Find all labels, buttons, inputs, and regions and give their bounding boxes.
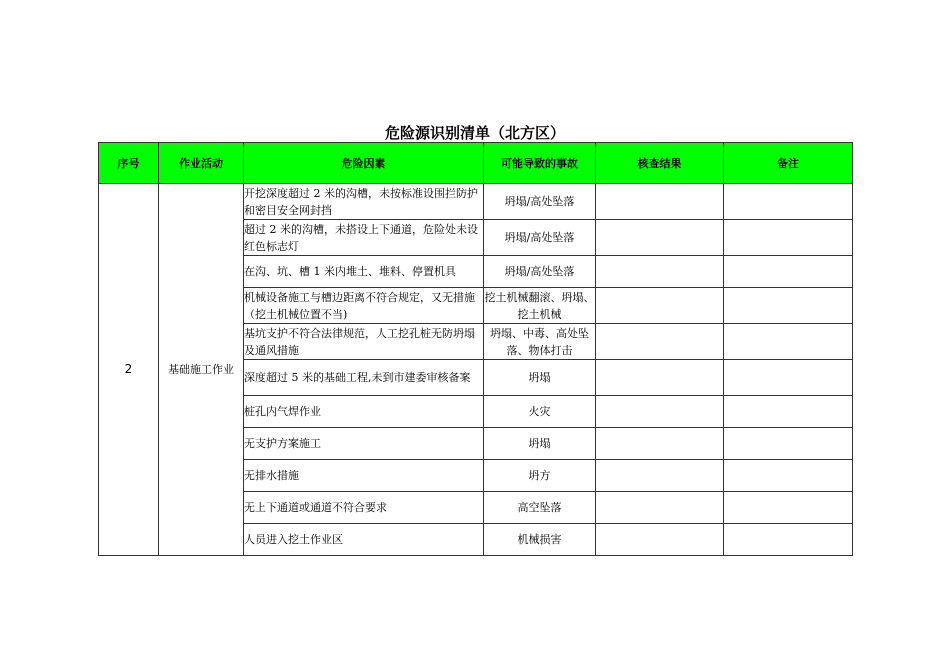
- remark-cell[interactable]: [724, 428, 853, 460]
- hazard-cell: 桩孔内气焊作业: [244, 396, 484, 428]
- accident-cell: 机械损害: [484, 524, 596, 556]
- remark-cell[interactable]: [724, 492, 853, 524]
- result-cell[interactable]: [596, 288, 724, 324]
- table-row: [99, 184, 853, 220]
- header-result: 核查结果: [596, 143, 724, 184]
- result-cell[interactable]: [596, 184, 724, 220]
- accident-cell: 坍塌/高处坠落: [484, 220, 596, 256]
- accident-cell: 坍塌: [484, 360, 596, 396]
- header-seq: 序号: [99, 143, 159, 184]
- hazard-cell: 无上下通道或通道不符合要求: [244, 492, 484, 524]
- remark-cell[interactable]: [724, 396, 853, 428]
- header-remark: 备注: [724, 143, 853, 184]
- header-accident: 可能导致的事故: [484, 143, 596, 184]
- remark-cell[interactable]: [724, 524, 853, 556]
- hazard-cell: 开挖深度超过 2 米的沟槽，未按标准设围拦防护和密目安全网封挡: [244, 184, 484, 220]
- result-cell[interactable]: [596, 396, 724, 428]
- accident-cell: 坍塌、中毒、高处坠落、物体打击: [484, 324, 596, 360]
- result-cell[interactable]: [596, 524, 724, 556]
- result-cell[interactable]: [596, 428, 724, 460]
- accident-cell: 火灾: [484, 396, 596, 428]
- remark-cell[interactable]: [724, 184, 853, 220]
- result-cell[interactable]: [596, 220, 724, 256]
- result-cell[interactable]: [596, 324, 724, 360]
- hazard-cell: 基坑支护不符合法律规范，人工挖孔桩无防坍塌及通风措施: [244, 324, 484, 360]
- hazard-table: [98, 142, 853, 556]
- accident-cell: 坍塌: [484, 428, 596, 460]
- hazard-cell: 机械设备施工与槽边距离不符合规定，又无措施（挖土机械位置不当): [244, 288, 484, 324]
- accident-cell: 坍方: [484, 460, 596, 492]
- hazard-cell: 无排水措施: [244, 460, 484, 492]
- hazard-cell: 深度超过 5 米的基础工程,未到市建委审核备案: [244, 360, 484, 396]
- hazard-cell: 在沟、坑、槽 1 米内堆土、堆料、停置机具: [244, 256, 484, 288]
- hazard-cell: 超过 2 米的沟槽，未搭设上下通道，危险处未设红色标志灯: [244, 220, 484, 256]
- remark-cell[interactable]: [724, 288, 853, 324]
- hazard-cell: 人员进入挖土作业区: [244, 524, 484, 556]
- result-cell[interactable]: [596, 492, 724, 524]
- header-row: [99, 143, 853, 184]
- remark-cell[interactable]: [724, 220, 853, 256]
- result-cell[interactable]: [596, 460, 724, 492]
- header-hazard: 危险因素: [244, 143, 484, 184]
- accident-cell: 坍塌/高处坠落: [484, 184, 596, 220]
- header-activity: 作业活动: [159, 143, 244, 184]
- remark-cell[interactable]: [724, 256, 853, 288]
- group-activity: 基础施工作业: [159, 184, 244, 556]
- group-seq: 2: [99, 184, 159, 556]
- hazard-cell: 无支护方案施工: [244, 428, 484, 460]
- remark-cell[interactable]: [724, 324, 853, 360]
- accident-cell: 挖土机械翻滚、坍塌、挖土机械: [484, 288, 596, 324]
- page-title: 危险源识别清单（北方区）: [384, 124, 565, 142]
- remark-cell[interactable]: [724, 460, 853, 492]
- accident-cell: 坍塌/高处坠落: [484, 256, 596, 288]
- result-cell[interactable]: [596, 360, 724, 396]
- accident-cell: 高空坠落: [484, 492, 596, 524]
- remark-cell[interactable]: [724, 360, 853, 396]
- result-cell[interactable]: [596, 256, 724, 288]
